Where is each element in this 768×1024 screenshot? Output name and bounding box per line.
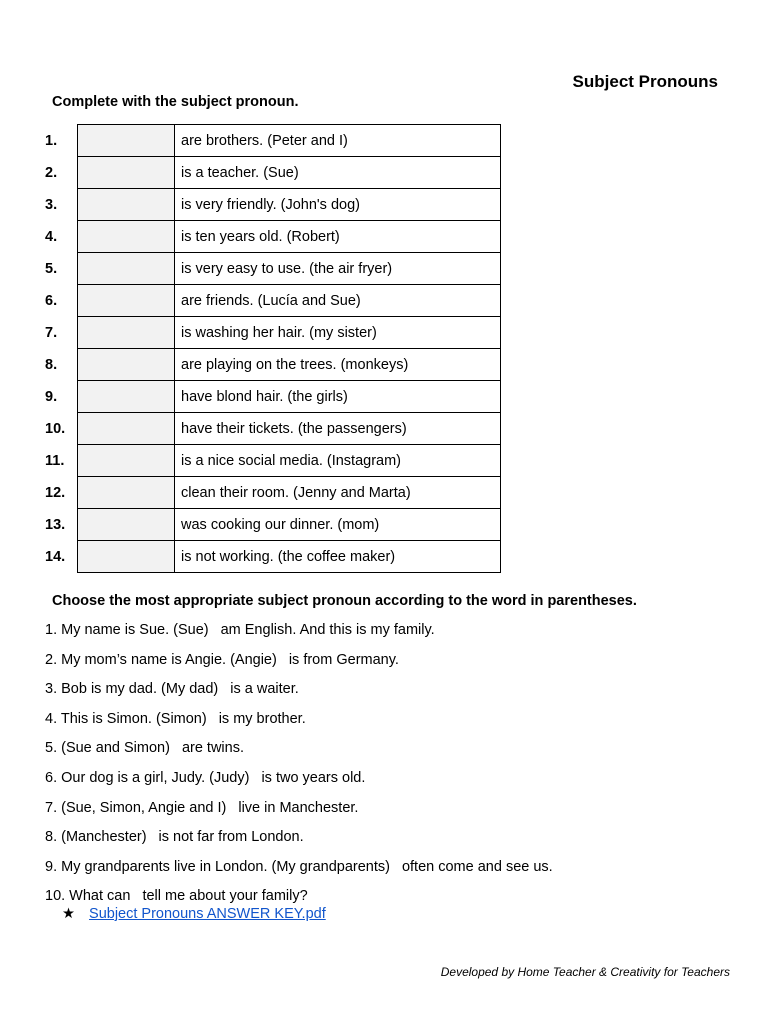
list-item — [45, 794, 725, 824]
answer-blank[interactable] — [78, 253, 175, 285]
footer-credit: Developed by Home Teacher & Creativity for Teachers — [440, 965, 730, 979]
answer-blank[interactable] — [78, 413, 175, 445]
sentence-after: am English. And this is my family. — [220, 622, 435, 638]
sentence-after: is not far from London. — [158, 829, 304, 846]
sentence-cell: is a teacher. (Sue) — [175, 157, 501, 189]
sentence-before: 3. Bob is my dad. (My dad) — [45, 681, 219, 698]
section2-instruction: Choose the most appropriate subject pronoun according to the word in parentheses. — [52, 593, 637, 609]
sentence-cell: are brothers. (Peter and I) — [175, 125, 501, 157]
section1-instruction: Complete with the subject pronoun. — [52, 94, 299, 110]
item-number: 13. — [45, 517, 66, 533]
sentence-after: often come and see us. — [401, 858, 553, 875]
item-number: 1. — [45, 133, 58, 149]
list-item — [45, 616, 725, 646]
table-row — [78, 413, 501, 445]
list-item — [45, 823, 725, 853]
item-number: 8. — [45, 357, 58, 373]
answer-blank[interactable] — [78, 349, 175, 381]
table-row — [78, 477, 501, 509]
item-number: 6. — [45, 293, 58, 309]
item-number: 4. — [45, 229, 58, 245]
sentence-before: 1. My name is Sue. (Sue) — [45, 622, 209, 638]
exercise-table — [77, 124, 501, 573]
sentence-list — [45, 616, 725, 912]
item-number: 14. — [45, 549, 66, 565]
table-row — [78, 253, 501, 285]
table-row — [78, 189, 501, 221]
table-row — [78, 349, 501, 381]
table-row — [78, 125, 501, 157]
list-item — [45, 764, 725, 794]
sentence-cell: is not working. (the coffee maker) — [175, 541, 501, 573]
item-number: 5. — [45, 261, 58, 277]
answer-key-link[interactable]: Subject Pronouns ANSWER KEY.pdf — [89, 906, 326, 922]
list-item — [45, 705, 725, 735]
answer-blank[interactable] — [78, 189, 175, 221]
sentence-before: 7. (Sue, Simon, Angie and I) — [45, 799, 227, 816]
item-number: 12. — [45, 485, 66, 501]
table-row — [78, 445, 501, 477]
sentence-before: 9. My grandparents live in London. (My grandparents) — [45, 858, 390, 875]
item-number: 10. — [45, 421, 66, 437]
sentence-cell: is ten years old. (Robert) — [175, 221, 501, 253]
sentence-after: are twins. — [181, 740, 244, 757]
answer-blank[interactable] — [78, 317, 175, 349]
sentence-before: 8. (Manchester) — [45, 829, 147, 846]
list-item — [45, 734, 725, 764]
sentence-cell: have blond hair. (the girls) — [175, 381, 501, 413]
sentence-cell: clean their room. (Jenny and Marta) — [175, 477, 501, 509]
sentence-before: 10. What can — [45, 888, 131, 905]
sentence-after: is my brother. — [218, 710, 306, 727]
table-row — [78, 541, 501, 573]
sentence-after: live in Manchester. — [238, 799, 359, 816]
sentence-cell: is washing her hair. (my sister) — [175, 317, 501, 349]
list-item — [45, 646, 725, 676]
sentence-cell: was cooking our dinner. (mom) — [175, 509, 501, 541]
sentence-cell: are friends. (Lucía and Sue) — [175, 285, 501, 317]
table-row — [78, 317, 501, 349]
item-number: 9. — [45, 389, 58, 405]
sentence-before: 5. (Sue and Simon) — [45, 740, 170, 757]
sentence-before: 6. Our dog is a girl, Judy. (Judy) — [45, 769, 250, 786]
item-number: 3. — [45, 197, 58, 213]
sentence-after: is two years old. — [261, 769, 366, 786]
sentence-cell: are playing on the trees. (monkeys) — [175, 349, 501, 381]
sentence-before: 2. My mom’s name is Angie. (Angie) — [45, 651, 277, 668]
answer-blank[interactable] — [78, 541, 175, 573]
table-row — [78, 221, 501, 253]
answer-blank[interactable] — [78, 509, 175, 541]
sentence-after: tell me about your family? — [142, 888, 308, 905]
page-title: Subject Pronouns — [572, 72, 718, 91]
table-row — [78, 285, 501, 317]
item-number: 2. — [45, 165, 58, 181]
table-row — [78, 381, 501, 413]
star-icon: ★ — [62, 906, 75, 922]
answer-blank[interactable] — [78, 381, 175, 413]
table-row — [78, 157, 501, 189]
sentence-after: is from Germany. — [288, 651, 399, 668]
item-numbers — [45, 125, 77, 573]
answer-key-link-row — [62, 906, 326, 922]
sentence-cell: is a nice social media. (Instagram) — [175, 445, 501, 477]
list-item — [45, 675, 725, 705]
answer-blank[interactable] — [78, 125, 175, 157]
item-number: 7. — [45, 325, 58, 341]
sentence-before: 4. This is Simon. (Simon) — [45, 710, 207, 727]
item-number: 11. — [45, 453, 65, 469]
list-item — [45, 853, 725, 883]
sentence-cell: is very easy to use. (the air fryer) — [175, 253, 501, 285]
answer-blank[interactable] — [78, 157, 175, 189]
answer-blank[interactable] — [78, 445, 175, 477]
table-row — [78, 509, 501, 541]
sentence-cell: have their tickets. (the passengers) — [175, 413, 501, 445]
sentence-cell: is very friendly. (John's dog) — [175, 189, 501, 221]
answer-blank[interactable] — [78, 477, 175, 509]
answer-blank[interactable] — [78, 221, 175, 253]
answer-blank[interactable] — [78, 285, 175, 317]
sentence-after: is a waiter. — [230, 681, 299, 698]
